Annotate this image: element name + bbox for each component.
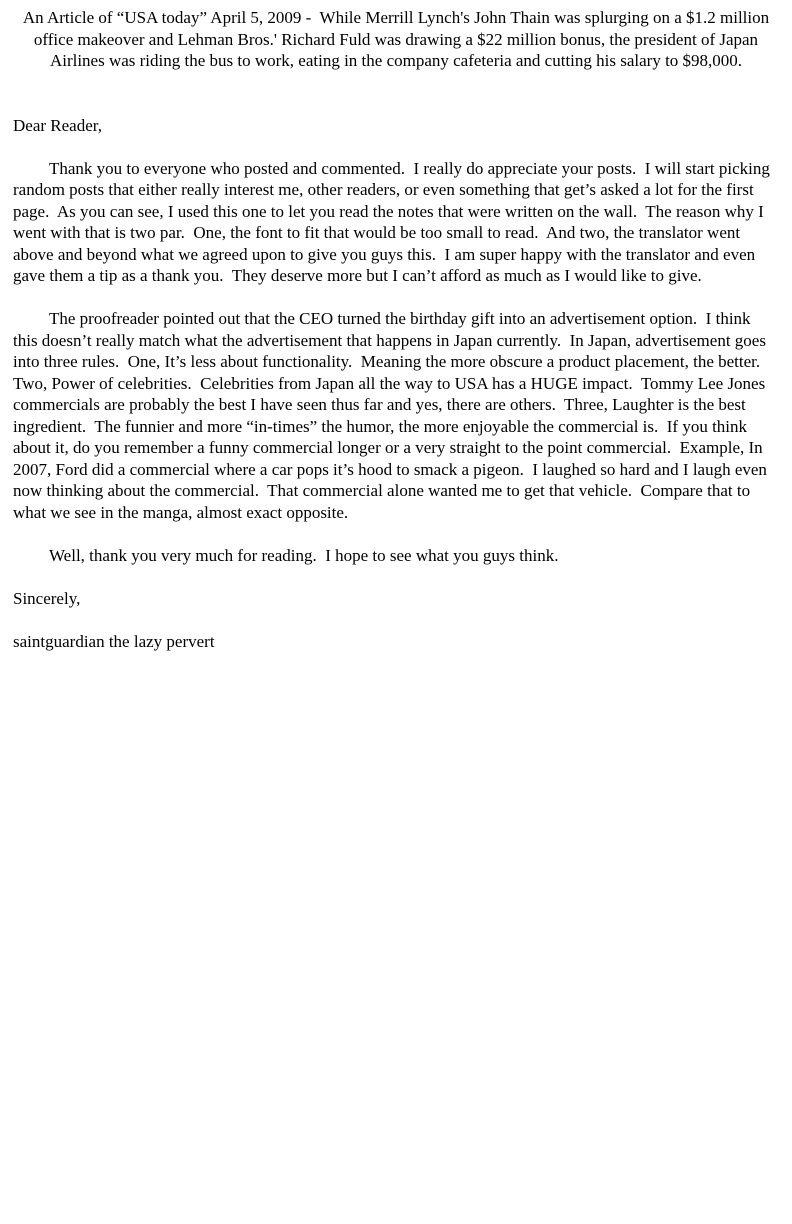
article-header: An Article of “USA today” April 5, 2009 - While Merrill Lynch's John Thain was splurging on a $1.2 million office makeover and Lehman Bros.' Richard Fuld was drawing a $22 million bonus, the president of Japan Airlines was riding the bus to work, eating in the company cafeteria and cutting his salary to $98,000.	[22, 8, 774, 70]
salutation: Dear Reader,	[13, 115, 102, 135]
body-paragraph: The proofreader pointed out that the CEO turned the birthday gift into an advertisement option. I think this doesn’t really match what the advertisement that happens in Japan currently. In Japan, advertisement goes into three rules. One, It’s less about functionality. Meaning the more obscure a product placement, the better. Two, Power of celebrities. Celebrities from Japan all the way to USA has a HUGE impact. Tommy Lee Jones commercials are probably the best I have seen thus far and yes, there are others. Three, Laughter is the best ingredient. The funnier and more “in-times” the humor, the more enjoyable the commercial is. If you think about it, do you remember a funny commercial longer or a very straight to the point commercial. Example, In 2007, Ford did a commercial where a car pops it’s hood to smack a pigeon. I laughed so hard and I laugh even now thinking about the commercial. That commercial alone wanted me to get that vehicle. Compare that to what we see in the manga, almost exact opposite.	[13, 309, 772, 522]
body-paragraph: Well, thank you very much for reading. I hope to see what you guys think.	[49, 545, 559, 565]
signature: saintguardian the lazy pervert	[13, 631, 215, 651]
closing: Sincerely,	[13, 588, 81, 608]
body-paragraph: Thank you to everyone who posted and commented. I really do appreciate your posts. I will start picking random posts that either really interest me, other readers, or even something that get’s asked a lot for the first page. As you can see, I used this one to let you read the notes that were written on the wall. The reason why I went with that is two par. One, the font to fit that would be too small to read. And two, the translator went above and beyond what we agreed upon to give you guys this. I am super happy with the translator and even gave them a tip as a thank you. They deserve more but I can’t afford as much as I would like to give.	[13, 158, 775, 285]
